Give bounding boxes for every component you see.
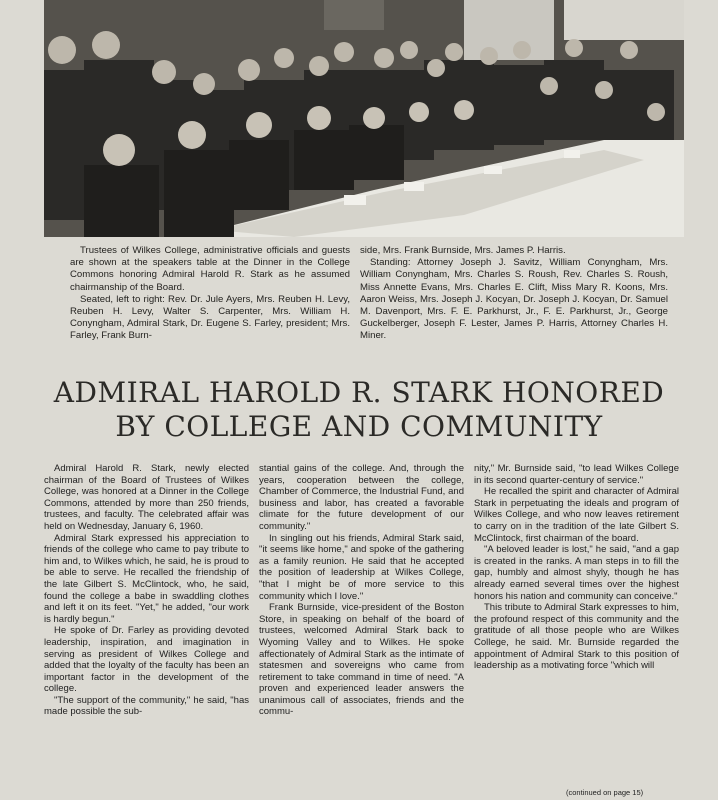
photo-caption-left <box>70 245 350 343</box>
caption-intro: Trustees of Wilkes College, administrative officials and guests are shown at the speakers table at the Dinner in the College Commons honoring Admiral Harold R. Stark as he assumed chairmanship of the Board. <box>70 245 350 293</box>
article-headline <box>20 376 698 444</box>
paragraph: Admiral Stark expressed his appreciation to friends of the college who came to pay tribute to him and, to Wilkes which, he said, he is proud to be able to serve. He recalled the friendship of the late Gilbert S. McClintock, who, he said, found the college a babe in swaddling clothes and left it on its feet. "Yet," he added, "our work is hardly begun." <box>44 532 249 625</box>
paragraph: "The support of the community," he said, "has made possible the sub- <box>44 694 249 718</box>
article-column-3 <box>474 463 679 672</box>
paragraph: In singling out his friends, Admiral Stark said, "it seems like home," and spoke of the gathering as a family reunion. He said that he accepted the position of leadership at Wilkes College, "that I might be of more service to this community which I love." <box>259 532 464 602</box>
paragraph: stantial gains of the college. And, through the years, cooperation between the college, Chamber of Commerce, the Industrial Fund, and business and labor, has created a favorable climate for the future development of our community." <box>259 463 464 532</box>
paragraph: Frank Burnside, vice-president of the Boston Store, in speaking on behalf of the board of trustees, welcomed Admiral Stark back to Wyoming Valley and to Wilkes. He spoke affectionately of Admiral Stark as the intimate of statesmen and sovereigns who came from retirement to take command in time of need. "A proven and experienced leader answers the unanimous call of associates, friends and the commu- <box>259 602 464 718</box>
caption-seated: Seated, left to right: Rev. Dr. Jule Ayers, Mrs. Reuben H. Levy, Reuben H. Levy, Walter S. Carpenter, Mrs. William H. Conyngham, Admiral Stark, Dr. Eugene S. Farley, president; Mrs. Farley, Frank Burn- <box>70 293 350 342</box>
paragraph: nity," Mr. Burnside said, "to lead Wilkes College in its second quarter-century of service." <box>474 463 679 486</box>
photo-caption-right <box>360 245 668 343</box>
headline-line-1: ADMIRAL HAROLD R. STARK HONORED <box>53 376 665 409</box>
article-column-1 <box>44 463 249 718</box>
dinner-group-photo <box>44 0 684 237</box>
caption-seated-cont: side, Mrs. Frank Burnside, Mrs. James P. Harris. <box>360 245 566 256</box>
group-photo-icon <box>44 0 684 237</box>
continued-note: (continued on page 15) <box>566 788 644 797</box>
paragraph: He spoke of Dr. Farley as providing devoted leadership, inspiration, and imagination in serving as president of Wilkes College and added that the loyalty of the faculty has been an important factor in the development of the college. <box>44 625 249 695</box>
headline-line-2: BY COLLEGE AND COMMUNITY <box>115 410 603 443</box>
paragraph: This tribute to Admiral Stark expresses to him, the profound respect of this community and the gratitude of all those people who are Wilkes College, he said. Mr. Burnside regarded the appointment of Admiral Stark to this position of leadership as a motivating force "which will <box>474 602 679 672</box>
paragraph: Admiral Harold R. Stark, newly elected chairman of the Board of Trustees of Wilkes College, was honored at a Dinner in the College Commons, attended by more than 250 friends, trustees, and faculty. The celebrated affair was held on Wednesday, January 6, 1960. <box>44 463 249 532</box>
caption-standing: Standing: Attorney Joseph J. Savitz, William Conyngham, Mrs. William Conyngham, Mrs. Charles S. Roush, Rev. Charles S. Roush, Miss Annette Evans, Mrs. Charles E. Clift, Miss Mary R. Koons, Mrs. Aaron Weiss, Mrs. Joseph J. Kocyan, Dr. Joseph J. Kocyan, Dr. Samuel M. Davenport, Mrs. F. E. Parkhurst, Jr., F. E. Parkhurst, Jr., George Guckelberger, Joseph F. Lester, James P. Harris, Attorney Charles H. Miner. <box>360 257 668 342</box>
article-column-2 <box>259 463 464 718</box>
paragraph: "A beloved leader is lost," he said, "and a gap is created in the ranks. A man steps in to fill the gap, humbly and almost shyly, though he has already earned several times over the highest honors his nation and community can conceive." <box>474 544 679 602</box>
paragraph: He recalled the spirit and character of Admiral Stark in perpetuating the ideals and program of Wilkes College, and who now leaves retirement to carry on in the tradition of the late Gilbert S. McClintock, first chairman of the board. <box>474 486 679 544</box>
